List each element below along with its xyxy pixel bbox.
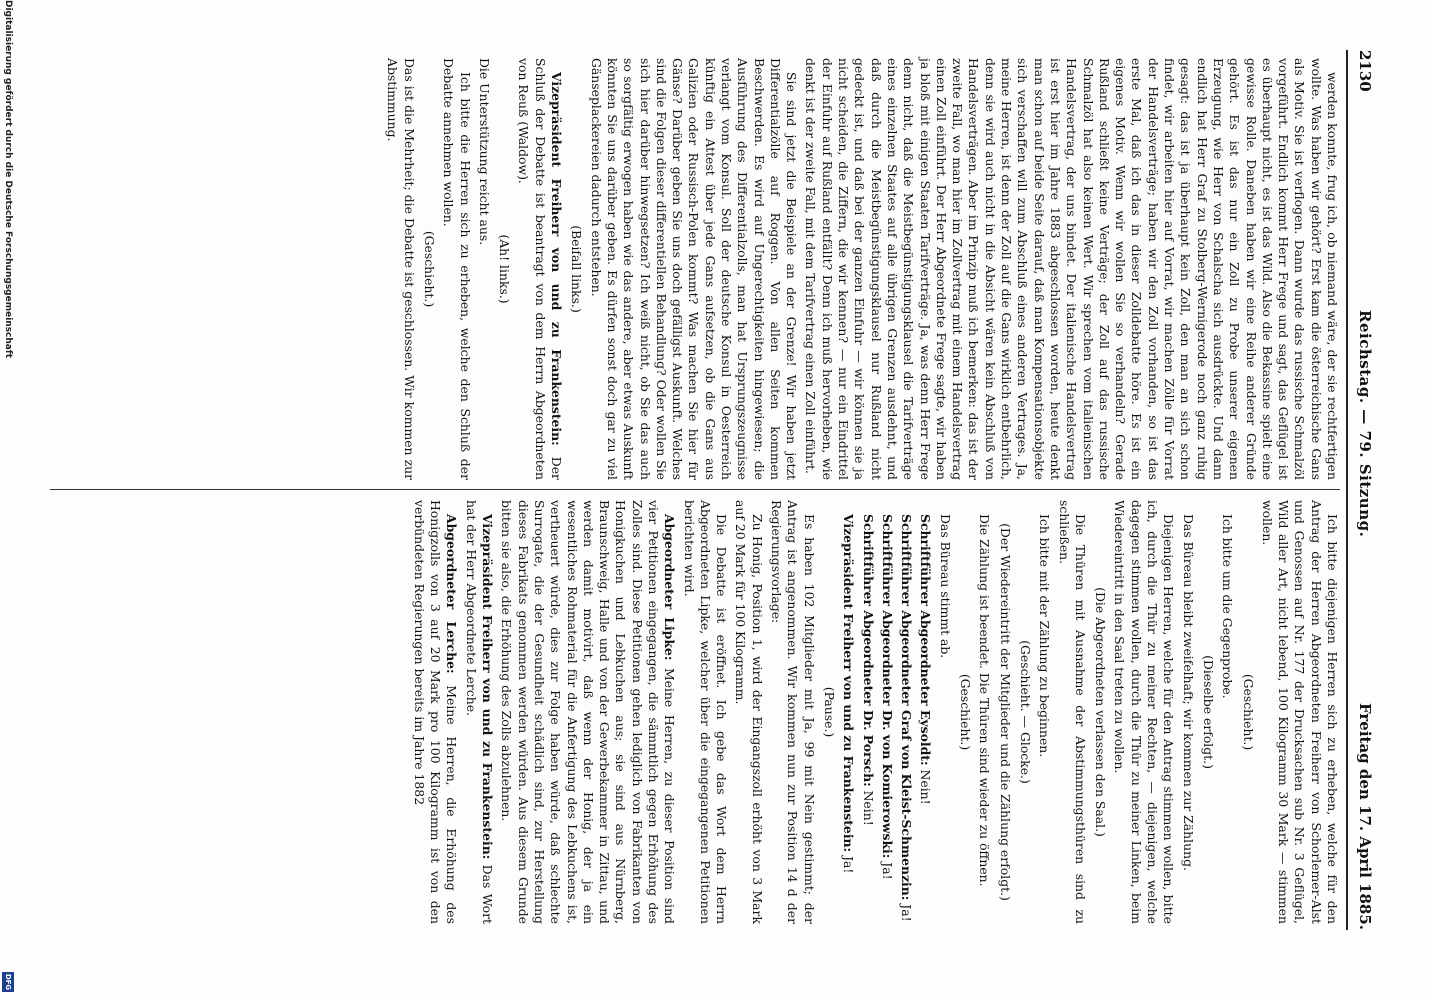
text-paragraph: Es haben 102 Mitglieder mit Ja, 99 mit Nein gestimmt; der Antrag ist angenommen. Wir kommen nun zur Position 14 d der Regierungsvorlage: xyxy=(769,500,817,924)
page-number: 2130 xyxy=(1356,50,1374,92)
stage-direction: (Geschieht.) xyxy=(421,230,437,308)
text-paragraph: Ich bitte mit der Zählung zu beginnen. xyxy=(1037,514,1053,758)
text-paragraph: Das Büreau stimmt ab. xyxy=(937,514,953,659)
stage-direction: (Die Abgeordneten verlassen den Saal.) xyxy=(1093,587,1109,837)
stage-direction: (Pause.) xyxy=(821,686,837,738)
digitization-note: Digitalisierung gefördert durch die Deutsche Forschungsgemeinschaft xyxy=(3,0,13,359)
stage-direction: (Dieselbe erfolgt.) xyxy=(1200,655,1216,769)
stage-direction: (Geschieht.) xyxy=(1240,673,1256,751)
text-paragraph: Ich bitte diejenigen Herren sich zu erheben, welche für den Antrag der Herren Abgeordneten Freiherr von Schorlemer-Alst und Genossen auf Nr. 177 der Drucksachen sub Nr. 3 Geflügel, Wild aller Art, nicht lebend, 100 Kilogramm 30 Mark — stimmen wollen. xyxy=(1259,500,1340,924)
digitization-footer xyxy=(0,0,14,1000)
text-paragraph: Sie sind jetzt die Beispiele an der Grenze! Wir haben jetzt Differentialzölle auf Roggen. Von allen Seiten kommen Beschwerden. Es wird auf Ungerechtigkeiten hingewiesen; die Ausführung des Differentialzolls, man hat Ursprungszeugnisse verlangt vom Konsul. Soll der deutsche Konsul in Oesterreich künftig ein Attest über jede Gans aufsetzen, ob die Gans aus Galizien oder Russisch-Polen kommt? Was machen Sie hier für Gänse? Darüber geben Sie uns doch gefälligst Auskunft. Welches sind die Folgen dieser differentiellen Behandlung? Oder wollen Sie sich hier darüber hinwegsetzen? Ich weiß nicht, ob Sie das auch so sorgfältig erwogen haben wie das andere, aber etwas Auskunft könnten Sie uns darüber geben. Es dürfen sonst doch gar zu viel Gänseplackereien dadurch entstehen. xyxy=(588,58,800,480)
stage-direction: (Beifall links.) xyxy=(569,225,585,313)
stage-direction: (Der Wiedereintritt der Mitglieder und die Zählung erfolgt.) xyxy=(997,523,1013,901)
speaker-name: Schriftführer Abgeordneter Graf von Kleist-Schmenzin: xyxy=(899,514,915,901)
speech-paragraph: Schriftführer Abgeordneter Graf von Kleist-Schmenzin: Ja! xyxy=(899,514,915,922)
speech-paragraph: Schriftführer Abgeordneter Dr. von Komierowski: Ja! xyxy=(879,514,895,880)
speech-paragraph: Schriftführer Abgeordneter Dr. Porsch: Nein! xyxy=(860,514,876,826)
speech-paragraph: Vizepräsident Freiherr von und zu Frankenstein: Ja! xyxy=(841,514,857,874)
page-title: Reichstag. — 79. Sitzung. xyxy=(1356,310,1374,538)
speaker-name: Schriftführer Abgeordneter Eysoldt: xyxy=(918,514,934,766)
speech-paragraph: Abgeordneter Lipke: Meine Herren, zu dieser Position sind vier Petitionen eingegangen, die sämmtlich gegen Erhöhung des Zolles sind. Diese Petitionen gehen lediglich von Fabrikanten von Honigkuchen und Lebkuchen aus; sie sind aus Nürnberg, Braunschweig, Halle und von der Gewerbekammer in Zittau, und werden damit motivirt, daß wenn der Honig, der ja ein wesentliches Rohmaterial für die Anfertigung des Lebkuchens ist, vertheuert würde, dies zur Folge haben würde, daß schlechte Surrogate, die der Gesundheit schädlich sind, zur Herstellung dieses Fabrikats genommen werden würden. Aus diesem Grunde bitten sie also, die Erhöhung des Zolls abzulehnen. xyxy=(499,500,678,924)
session-date: Freitag den 17. April 1885. xyxy=(1356,703,1374,930)
text-paragraph: Ich bitte die Herren sich zu erheben, welche den Schluß der Debatte annehmen wollen. xyxy=(441,58,473,480)
stage-direction: (Ah! links.) xyxy=(497,234,513,304)
stage-direction: (Geschieht. — Glocke.) xyxy=(1017,640,1033,784)
header-rule xyxy=(1346,50,1348,930)
text-paragraph: Diejenigen Herren, welche für den Antrag stimmen wollen, bitte ich, durch die Thür zu meiner Rechten, — diejenigen, welche dagegen stimmen wollen, durch die Thür zu meiner Linken, beim Wiedereintritt in den Saal treten zu wollen. xyxy=(1112,500,1177,924)
speaker-name: Abgeordneter Lerche: xyxy=(444,514,460,674)
speech-paragraph: Vizepräsident Freiherr von und zu Frankenstein: Das Wort hat der Herr Abgeordnete Lerche. xyxy=(463,500,496,924)
text-paragraph: Das ist die Mehrheit; die Debatte ist geschlossen. Wir kommen zur Abstimmung. xyxy=(385,58,417,480)
speech-paragraph: Vizepräsident Freiherr von und zu Frankenstein: Der Schluß der Debatte ist beantragt von dem Herrn Abgeordneten von Reuß (Waldow). xyxy=(516,58,565,480)
stage-direction: (Geschieht.) xyxy=(958,673,974,751)
speech-paragraph: Schriftführer Abgeordneter Eysoldt: Nein! xyxy=(918,514,934,805)
speaker-name: Vizepräsident Freiherr von und zu Frankenstein: xyxy=(841,514,857,853)
speaker-name: Abgeordneter Lipke: xyxy=(662,514,678,661)
speech-paragraph: Abgeordneter Lerche: Meine Herren, die Erhöhung des Honigzolls von 3 auf 20 Mark pro 100 Kilogramm ist von den verbündeten Regierungen bereits im Jahre 1882 xyxy=(411,500,460,924)
text-paragraph: werden konnte, frug ich, ob niemand wäre, der sie rechtfertigen wollte. Was haben wir gehört? Erst kam die österreichische Gans als Motiv. Sie ist verflogen. Dann wurde das russische Schmalzöl vorgeführt. Endlich kommt Herr Frege und sagt, das Geflügel ist es überhaupt nicht, es ist das Wild. Also die Bekassine spielt eine gewisse Rolle. Daneben haben wir eine Reihe anderer Gründe gehört. Es ist das nur ein Zoll zu Probe unserer eigenen Erzeugung, wie Herr von Schalscha sich ausdrückte. Und dann endlich hat Herr Graf zu Stolberg-Wernigerode noch ganz ruhig gesagt: das ist ja überhaupt kein Zoll, den man an sich schon findet, wir arbeiten hier auf Vorrat, wir machen Zölle für Vorrat der Handelsverträge; haben wir den Zoll vorhanden, so ist das erste Mal, daß ich das in dieser Zolldebatte höre. Es ist ein eigenes Motiv. Wenn wir wollen Sie so verhandeln? Gerade Rußland schließt keine Verträge; der Zoll auf das russische Schmalzöl hat also keinen Wert. Wir sprechen vom italienischen Handelsvertrag, der uns bindet. Der italienische Handelsvertrag ist erst hier im Jahre 1883 abgeschlossen worden, heute denkt man schon auf beide Seite darauf, daß man Kompensationsobjekte sich verschaffen will zum Abschluß eines anderen Vertrages. Ja, meine Herren, ist denn der Zoll auf die Gans wirklich entbehrlich, denn sie wird auch nicht in die Absicht wären kein Abschluß von Handelsverträgen. Aber im Prinzip muß ich bemerken: das ist der zweite Fall, wo man hier im Zollvertrag mit einem Handelsvertrag einen Zoll einführt. Der Herr Abgeordnete Frege sagte, wir haben ja bloß mit einigen Staaten Tarifverträge. Ja, was denn Herr Frege denn nicht, daß die Meistbegünstigungsklausel die Tarifverträge eines einzelnen Staates auf alle übrigen Grenzen ausdehnt, und daß durch die Meistbegünstigungsklausel nur Rußland nicht gedeckt ist, und daß bei der ganzen Einfuhr — wir können sie ja nicht scheiden, die Ziffern, die wir kennen? — nur ein Eindrittel der Einfuhr auf Rußland entfällt? Denn ich muß hervorheben, wie denkt ist der zweite Fall, mit dem Tarifvertrag einen Zoll einführt. xyxy=(803,58,1340,480)
text-paragraph: Die Debatte ist eröffnet. Ich gebe das Wort dem Herrn Abgeordneten Lipke, welcher über die eingegangenen Petitionen berichten wird. xyxy=(681,500,730,924)
page-header xyxy=(1350,50,1374,930)
text-paragraph: Die Unterstützung reicht aus. xyxy=(476,58,492,246)
text-paragraph: Die Thüren mit Ausnahme der Abstimmungsthüren sind zu schließen. xyxy=(1056,500,1088,924)
text-paragraph: Ich bitte um die Gegenprobe. xyxy=(1220,514,1236,699)
speaker-name: Vizepräsident Freiherr von und zu Frankenstein: xyxy=(480,514,496,860)
speaker-name: Vizepräsident Freiherr von und zu Frankenstein: xyxy=(549,72,565,446)
right-column xyxy=(408,500,1340,924)
text-paragraph: Das Büreau bleibt zweifelhaft; wir kommen zur Zählung. xyxy=(1180,514,1196,871)
column-divider xyxy=(50,489,1340,490)
speaker-name: Schriftführer Abgeordneter Dr. Porsch: xyxy=(860,514,876,787)
text-paragraph: Zu Honig, Position 1, wird der Eingangszoll erhöht von 3 Mark auf 20 Mark für 100 Kilogramm. xyxy=(733,500,765,924)
speaker-name: Schriftführer Abgeordneter Dr. von Komierowski: xyxy=(879,514,895,859)
left-column xyxy=(381,58,1340,480)
text-paragraph: Die Zählung ist beendet. Die Thüren sind wieder zu öffnen. xyxy=(977,514,993,887)
dfg-logo: DFG xyxy=(4,973,12,991)
